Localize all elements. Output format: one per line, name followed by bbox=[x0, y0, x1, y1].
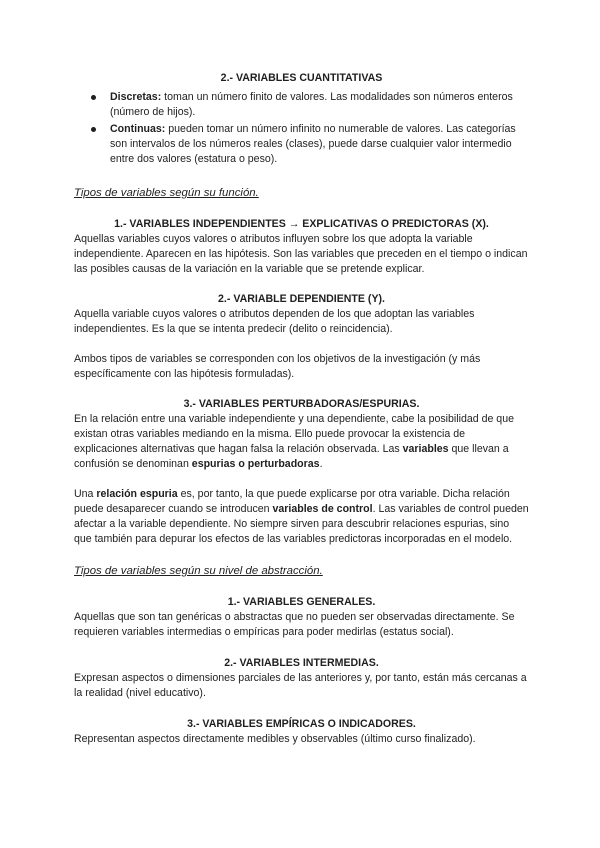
term-discretas: Discretas: bbox=[110, 91, 162, 103]
text-run: En la relación entre una variable independiente y una dependiente, cabe la posibilidad de que existan otras variables mediando en la misma. Ello puede provocar la existencia de explicaciones alternativas que hagan falsa la relación observada. Las bbox=[74, 413, 514, 455]
heading-dependiente: 2.- VARIABLE DEPENDIENTE (Y). bbox=[218, 293, 385, 305]
cuantitativas-list bbox=[74, 90, 529, 167]
paragraph-perturbadoras bbox=[74, 412, 529, 472]
heading-intermedias: 2.- VARIABLES INTERMEDIAS. bbox=[224, 657, 379, 669]
section-title-funcion: Tipos de variables según su función. bbox=[74, 187, 259, 199]
text-continuas: pueden tomar un número infinito no numerable de valores. Las categorías son intervalos de los números reales (clases), puede darse cualquier valor intermedio entre dos valores (estatura o peso). bbox=[110, 123, 516, 165]
text-run: Una bbox=[74, 488, 97, 500]
heading-independientes: 1.- VARIABLES INDEPENDIENTES → EXPLICATIVAS O PREDICTORAS (X). bbox=[114, 218, 489, 230]
heading-generales: 1.- VARIABLES GENERALES. bbox=[227, 596, 376, 608]
paragraph-relacion-espuria bbox=[74, 487, 529, 547]
heading-variables-cuantitativas: 2.- VARIABLES CUANTITATIVAS bbox=[220, 72, 383, 84]
text-discretas: toman un número finito de valores. Las modalidades son números enteros (número de hijos). bbox=[110, 91, 513, 118]
paragraph-generales: Aquellas que son tan genéricas o abstractas que no pueden ser observadas directamente. Se requieren variables intermedias o empíricas para poder medirlas (estatus social). bbox=[74, 611, 515, 638]
text-run: es, por tanto, la que puede explicarse por otra variable. Dicha relación puede desaparecer cuando se introducen bbox=[74, 488, 510, 515]
bold-relacion-espuria: relación espuria bbox=[96, 488, 178, 500]
paragraph-independientes: Aquellas variables cuyos valores o atributos influyen sobre los que adopta la variable independiente. Aparecen en las hipótesis. Son las variables que preceden en el tiempo o indican las posibles causas de la variación en la variable que se pretende explicar. bbox=[74, 233, 528, 275]
paragraph-objetivos: Ambos tipos de variables se corresponden con los objetivos de la investigación (y más específicamente con las hipótesis formuladas). bbox=[74, 353, 481, 380]
section-title-abstraccion: Tipos de variables según su nivel de abstracción. bbox=[74, 565, 323, 577]
bold-variables-control: variables de control bbox=[272, 503, 373, 515]
list-item-discretas bbox=[110, 90, 529, 120]
bold-variables: variables bbox=[402, 443, 449, 455]
text-run: que llevan a confusión se denominan bbox=[74, 443, 509, 470]
text-run: . bbox=[319, 458, 323, 470]
paragraph-dependiente: Aquella variable cuyos valores o atributos dependen de los que adoptan las variables independientes. Es la que se intenta predecir (delito o reincidencia). bbox=[74, 308, 475, 335]
paragraph-intermedias: Expresan aspectos o dimensiones parciales de las anteriores y, por tanto, están más cercanas a la realidad (nivel educativo). bbox=[74, 672, 527, 699]
heading-perturbadoras: 3.- VARIABLES PERTURBADORAS/ESPURIAS. bbox=[183, 398, 420, 410]
term-continuas: Continuas: bbox=[110, 123, 166, 135]
document-content bbox=[74, 71, 529, 747]
heading-empiricas: 3.- VARIABLES EMPÍRICAS O INDICADORES. bbox=[187, 718, 416, 730]
list-item-continuas bbox=[110, 122, 529, 167]
paragraph-empiricas: Representan aspectos directamente medibles y observables (último curso finalizado). bbox=[74, 733, 476, 745]
text-run: . Las variables de control pueden afectar a la variable dependiente. No siempre sirven para descubrir relaciones espurias, sino que también para depurar los efectos de las variables predictoras incorporadas en el modelo. bbox=[74, 503, 529, 545]
bold-espurias: espurias o perturbadoras bbox=[191, 458, 320, 470]
